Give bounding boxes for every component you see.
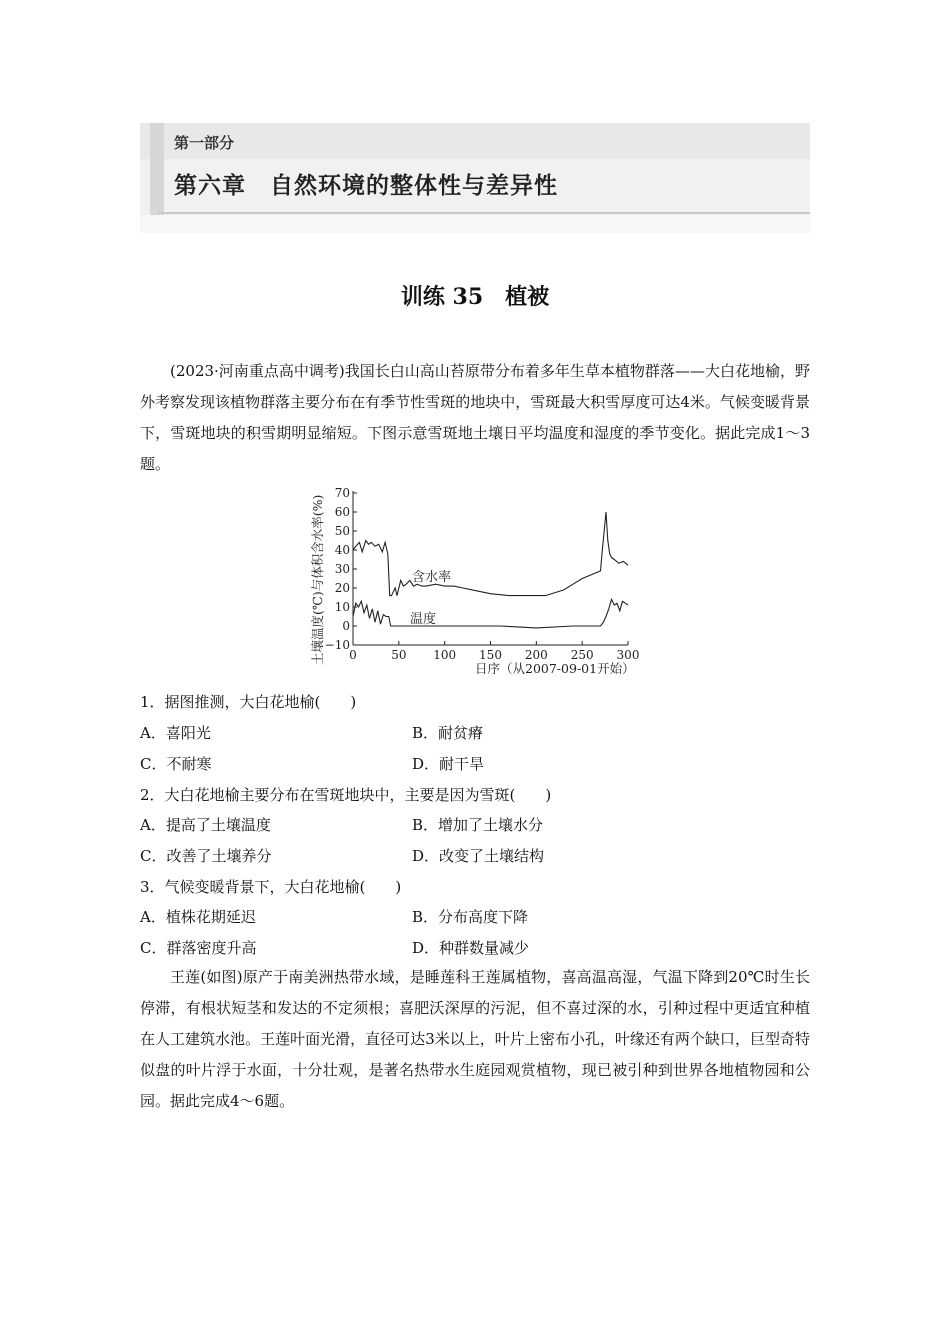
question-3-option-c: C．群落密度升高 bbox=[140, 939, 257, 957]
x-tick-label: 150 bbox=[479, 648, 502, 662]
question-3-option-a: A．植株花期延迟 bbox=[140, 908, 256, 926]
temperature-annotation: 温度 bbox=[410, 612, 437, 627]
question-2-option-a: A．提高了土壤温度 bbox=[140, 816, 271, 834]
series-line-moisture bbox=[353, 512, 628, 596]
question-3-stem: 3．气候变暖背景下，大白花地榆( ) bbox=[140, 878, 402, 896]
x-tick-label: 50 bbox=[391, 648, 407, 662]
y-tick-label: 0 bbox=[342, 619, 350, 633]
question-2-option-d: D．改变了土壤结构 bbox=[412, 847, 545, 865]
x-tick-label: 0 bbox=[349, 648, 357, 662]
chart-series bbox=[353, 512, 628, 628]
y-tick-label: 40 bbox=[334, 543, 350, 557]
chapter-banner bbox=[140, 123, 810, 233]
intro-paragraph-2 bbox=[140, 962, 810, 1117]
banner-top-strip bbox=[140, 123, 810, 159]
question-2-stem: 2．大白花地榆主要分布在雪斑地块中，主要是因为雪斑( ) bbox=[140, 786, 552, 804]
x-tick-label: 100 bbox=[433, 648, 457, 662]
chapter-title: 第六章 自然环境的整体性与差异性 bbox=[174, 173, 558, 199]
moisture-annotation: 含水率 bbox=[412, 570, 452, 585]
banner-underline bbox=[158, 212, 810, 214]
y-tick-label: 70 bbox=[334, 486, 350, 500]
question-1-option-c: C．不耐寒 bbox=[140, 755, 212, 773]
drill-title: 训练 35 植被 bbox=[400, 284, 550, 310]
intro-paragraph-1 bbox=[140, 356, 810, 480]
question-1-option-a: A．喜阳光 bbox=[140, 724, 211, 742]
x-tick-label: 300 bbox=[616, 648, 640, 662]
question-1-stem: 1．据图推测，大白花地榆( ) bbox=[140, 693, 357, 711]
y-tick-label: 10 bbox=[334, 600, 350, 614]
part-label: 第一部分 bbox=[174, 134, 235, 152]
question-3-option-d: D．种群数量减少 bbox=[412, 939, 530, 957]
question-1-option-d: D．耐干旱 bbox=[412, 755, 485, 773]
question-2-option-b: B．增加了土壤水分 bbox=[412, 816, 544, 834]
question-1-option-b: B．耐贫瘠 bbox=[412, 724, 484, 742]
y-tick-label: −10 bbox=[324, 638, 350, 652]
y-axis-label: 土壤温度(℃)与体积含水率(%) bbox=[310, 494, 325, 665]
y-tick-label: 30 bbox=[334, 562, 350, 576]
x-tick-label: 200 bbox=[524, 648, 548, 662]
banner-accent-bar bbox=[150, 123, 164, 215]
y-tick-label: 60 bbox=[334, 505, 350, 519]
soil-chart bbox=[305, 480, 655, 680]
y-tick-label: 20 bbox=[334, 581, 350, 595]
question-3-option-b: B．分布高度下降 bbox=[412, 908, 529, 926]
series-line-temperature bbox=[353, 599, 628, 628]
x-axis-label: 日序（从2007-09-01开始） bbox=[475, 661, 635, 676]
intro-text-1: (2023·河南重点高中调考)我国长白山高山苔原带分布着多年生草本植物群落——大白花地榆，野外考察发现该植物群落主要分布在有季节性雪斑的地块中，雪斑最大积雪厚度可达4米。气候变暖背景下，雪斑地块的积雪期明显缩短。下图示意雪斑地土壤日平均温度和湿度的季节变化。据此完成1～3题。 bbox=[140, 362, 810, 473]
intro-text-2: 王莲(如图)原产于南美洲热带水域，是睡莲科王莲属植物，喜高温高湿，气温下降到20℃时生长停滞，有根状短茎和发达的不定须根；喜肥沃深厚的污泥，但不喜过深的水，引种过程中更适宜种植在人工建筑水池。王莲叶面光滑，直径可达3米以上，叶片上密布小孔，叶缘还有两个缺口，巨型奇特似盘的叶片浮于水面，十分壮观，是著名热带水生庭园观赏植物，现已被引种到世界各地植物园和公园。据此完成4～6题。 bbox=[140, 968, 810, 1110]
y-tick-label: 50 bbox=[334, 524, 350, 538]
question-2-option-c: C．改善了土壤养分 bbox=[140, 847, 272, 865]
banner-shadow bbox=[140, 215, 810, 233]
x-tick-label: 250 bbox=[570, 648, 594, 662]
